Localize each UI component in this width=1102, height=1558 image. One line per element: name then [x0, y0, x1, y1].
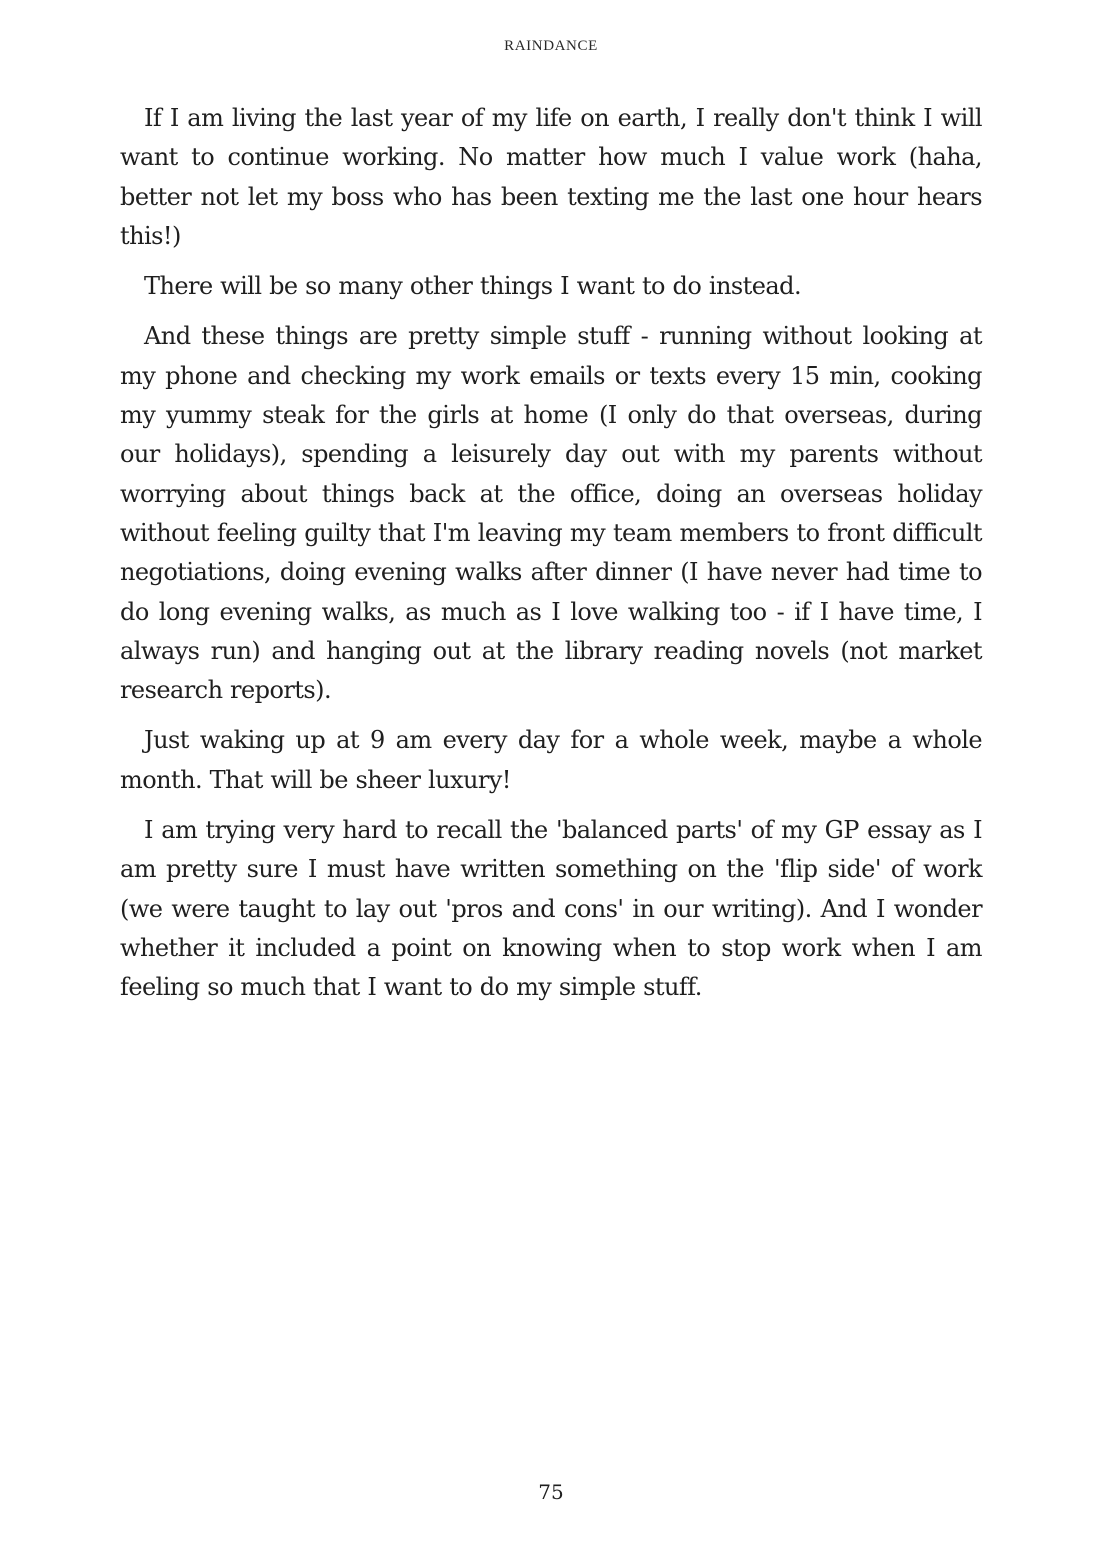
paragraph: I am trying very hard to recall the 'balanced parts' of my GP essay as I am pretty sure I must have written something on the 'flip side' of work (we were taught to lay out 'pros and cons' in our writing). And I wonder whether it included a point on knowing when to stop work when I am feeling so much that I want to do my simple stuff.	[120, 816, 982, 1002]
page-number: 75	[538, 1480, 564, 1504]
paragraph: Just waking up at 9 am every day for a whole week, maybe a whole month. That will be sheer luxury!	[120, 726, 982, 794]
paragraph: And these things are pretty simple stuff - running without looking at my phone and checking my work emails or texts every 15 min, cooking my yummy steak for the girls at home (I only do that overseas, during our holidays), spending a leisurely day out with my parents without worrying about things back at the office, doing an overseas holiday without feeling guilty that I'm leaving my team members to front difficult negotiations, doing evening walks after dinner (I have never had time to do long evening walks, as much as I love walking too - if I have time, I always run) and hanging out at the library reading novels (not market research reports).	[120, 322, 982, 705]
running-header: RAINDANCE	[504, 38, 598, 54]
body-text	[120, 99, 982, 1019]
paragraph: If I am living the last year of my life on earth, I really don't think I will want to continue working. No matter how much I value work (haha, better not let my boss who has been texting me the last one hour hears this!)	[120, 104, 982, 250]
paragraph: There will be so many other things I want to do instead.	[144, 272, 802, 301]
